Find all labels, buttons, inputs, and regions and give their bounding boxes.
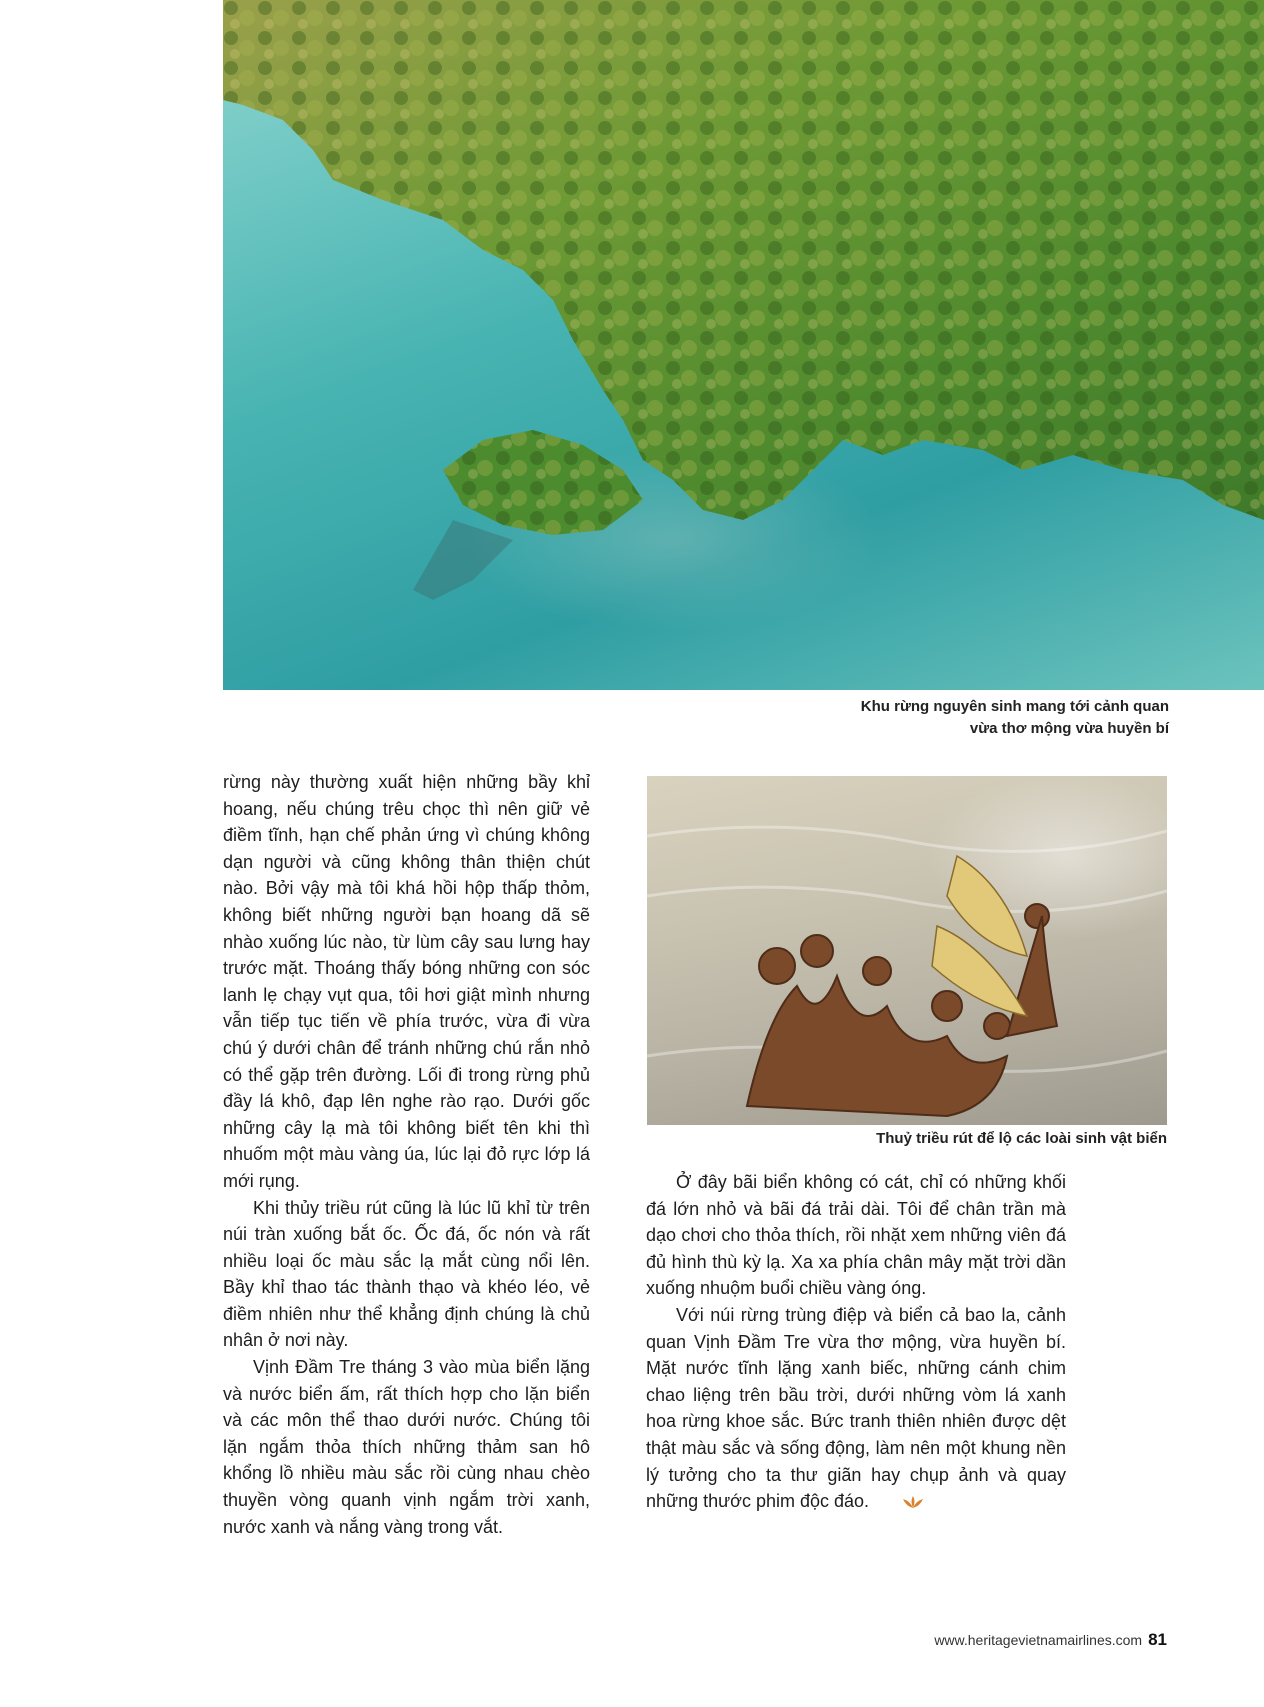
- coral-photo-illustration: [647, 776, 1167, 1125]
- coral-shell-photo: [647, 776, 1167, 1125]
- paragraph: Ở đây bãi biển không có cát, chỉ có những khối đá lớn nhỏ và bãi đá trải dài. Tôi để chân trần mà dạo chơi cho thỏa thích, rồi nhặt xem những viên đá đủ hình thù kỳ lạ. Xa xa phía chân mây mặt trời dần xuống nhuộm buổi chiều vàng óng.: [646, 1172, 1066, 1299]
- footer-website: www.heritagevietnamairlines.com: [934, 1632, 1143, 1648]
- paragraph: Khi thủy triều rút cũng là lúc lũ khỉ từ trên núi tràn xuống bắt ốc. Ốc đá, ốc nón và rất nhiều loại ốc màu sắc lạ mắt cùng nổi lên. Bầy khỉ thao tác thành thạo và khéo léo, vẻ điềm nhiên như thể khẳng định chúng là chủ nhân ở nơi này.: [223, 1197, 590, 1351]
- paragraph: Vịnh Đầm Tre tháng 3 vào mùa biển lặng và nước biển ấm, rất thích hợp cho lặn biển và các môn thể thao dưới nước. Chúng tôi lặn ngắm thỏa thích những thảm san hô khổng lồ nhiều màu sắc rồi cùng nhau chèo thuyền vòng quanh vịnh ngắm trời xanh, nước xanh và nắng vàng trong vắt.: [223, 1357, 590, 1537]
- hero-caption-line-2: vừa thơ mộng vừa huyền bí: [969, 720, 1169, 737]
- paragraph: rừng này thường xuất hiện những bầy khỉ hoang, nếu chúng trêu chọc thì nên giữ vẻ điềm tĩnh, hạn chế phản ứng vì chúng không dạn người và cũng không thân thiện chút nào. Bởi vậy mà tôi khá hồi hộp thấp thỏm, không biết những người bạn hoang dã sẽ nhào xuống lúc nào, từ lùm cây sau lưng hay trước mặt. Thoáng thấy bóng những con sóc lanh lẹ chạy vụt qua, tôi hơi giật mình nhưng vẫn tiếp tục tiến về phía trước, vừa đi vừa chú ý dưới chân để tránh những chú rắn nhỏ có thể gặp trên đường. Lối đi trong rừng phủ đầy lá khô, đạp lên nghe rào rạo. Dưới gốc những cây lạ mà tôi không biết tên khi thì nhuốm một màu vàng úa, lúc lại đỏ rực lớp lá mới rụng.: [223, 772, 590, 1191]
- page-number: 81: [1148, 1630, 1167, 1649]
- lotus-end-mark-icon: [872, 1490, 924, 1517]
- hero-photo-caption: [861, 696, 1169, 740]
- article-left-column: [223, 769, 590, 1540]
- hero-aerial-photo: [223, 0, 1264, 690]
- page-footer: [934, 1630, 1167, 1650]
- paragraph-text: Với núi rừng trùng điệp và biển cả bao la, cảnh quan Vịnh Đầm Tre vừa thơ mộng, vừa huyền bí. Mặt nước tĩnh lặng xanh biếc, những cánh chim chao liệng trên bầu trời, dưới những vòm lá xanh hoa rừng khoe sắc. Bức tranh thiên nhiên được dệt thật màu sắc và sống động, làm nên một khung nền lý tưởng cho ta thư giãn hay chụp ảnh và quay những thước phim độc đáo.: [646, 1304, 1066, 1512]
- hero-caption-line-1: Khu rừng nguyên sinh mang tới cảnh quan: [860, 698, 1169, 715]
- article-right-column: [646, 1169, 1066, 1517]
- coral-photo-caption: Thuỷ triều rút để lộ các loài sinh vật biển: [876, 1130, 1167, 1147]
- paragraph: [646, 1302, 1066, 1517]
- hero-photo-illustration: [223, 0, 1264, 690]
